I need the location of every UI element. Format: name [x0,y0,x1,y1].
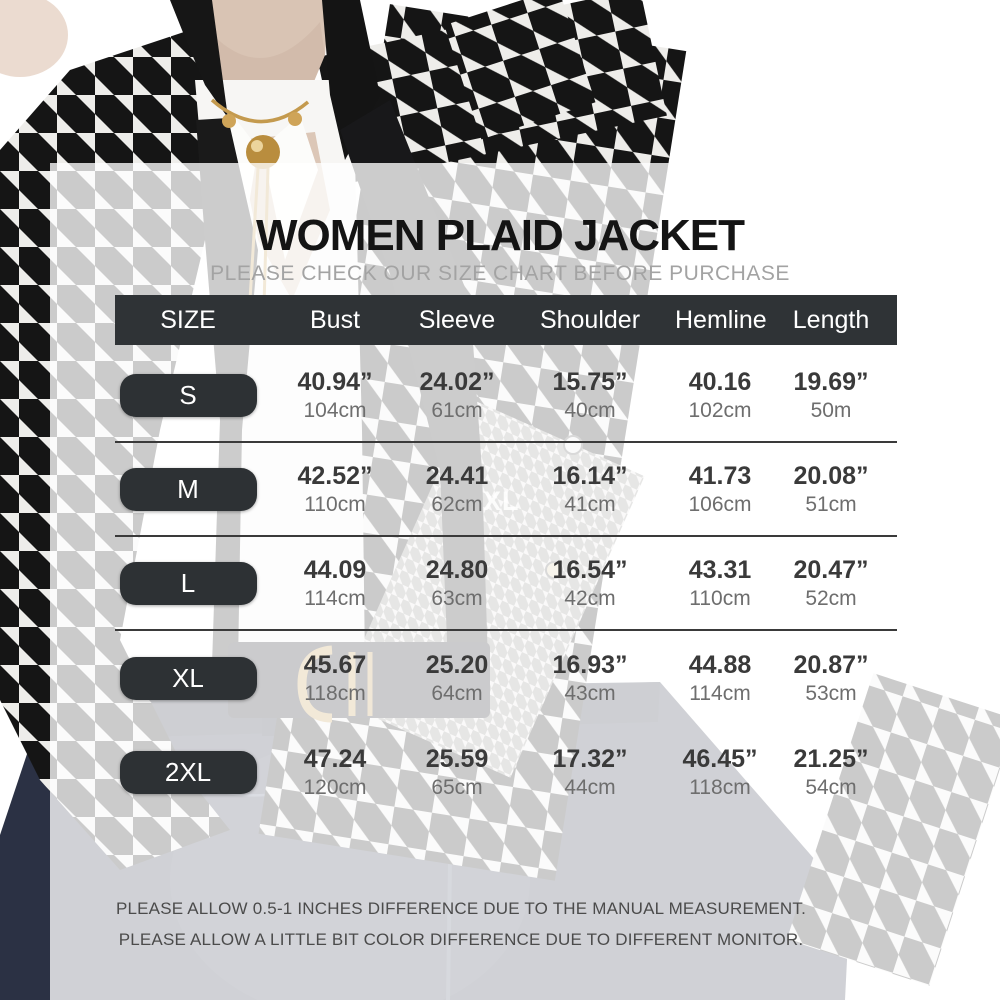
size-chart-body [115,349,897,819]
cm-value: 40cm [564,399,616,422]
inch-value: 20.87” [793,651,869,679]
length-cell [765,554,897,612]
inch-value: 43.31 [688,556,752,584]
cm-value: 41cm [564,493,616,516]
hemline-cell [675,366,765,424]
inch-value: 25.59 [425,745,489,773]
cm-value: 63cm [431,587,483,610]
cm-value: 110cm [304,493,366,516]
length-cell [765,743,897,801]
cm-value: 102cm [688,399,752,422]
bust-cell [261,743,409,801]
size-badge[interactable]: 2XL [120,751,257,794]
inch-value: 15.75” [552,368,628,396]
inch-value: 40.94” [297,368,373,396]
length-cell [765,366,897,424]
inch-value: 46.45” [682,745,758,773]
cm-value: 65cm [431,776,483,799]
bust-cell [261,649,409,707]
cm-value: 114cm [689,682,751,705]
size-cell [115,562,261,605]
cm-value: 43cm [564,682,616,705]
cm-value: 42cm [564,587,616,610]
bust-cell [261,554,409,612]
hemline-cell [675,460,765,518]
cm-value: 110cm [689,587,751,610]
table-row [115,631,897,725]
bust-cell [261,366,409,424]
inch-value: 20.47” [793,556,869,584]
cm-value: 118cm [304,682,366,705]
shoulder-cell [505,366,675,424]
column-header-bust: Bust [309,305,361,334]
sleeve-cell [409,649,505,707]
cm-value: 104cm [303,399,367,422]
size-badge[interactable]: S [120,374,257,417]
size-badge[interactable]: L [120,562,257,605]
length-cell [765,460,897,518]
inch-value: 47.24 [303,745,367,773]
shoulder-cell [505,649,675,707]
inch-value: 42.52” [297,462,373,490]
inch-value: 21.25” [793,745,869,773]
cm-value: 50m [810,399,852,422]
inch-value: 16.54” [552,556,628,584]
sleeve-cell [409,554,505,612]
cm-value: 64cm [431,682,483,705]
inch-value: 19.69” [793,368,869,396]
cm-value: 52cm [805,587,857,610]
cm-value: 44cm [564,776,616,799]
column-header-size: SIZE [160,305,216,334]
inch-value: 45.67 [303,651,367,679]
hemline-cell [675,554,765,612]
inch-value: 44.09 [303,556,367,584]
cm-value: 53cm [805,682,857,705]
cm-value: 114cm [304,587,366,610]
hemline-cell [675,649,765,707]
shoulder-cell [505,743,675,801]
size-cell [115,468,261,511]
cm-value: 51cm [805,493,857,516]
inch-value: 44.88 [688,651,752,679]
column-header-sleeve: Sleeve [418,305,496,334]
shoulder-cell [505,554,675,612]
hemline-cell [675,743,765,801]
cm-value: 61cm [431,399,483,422]
size-chart [115,295,897,819]
size-cell [115,374,261,417]
size-cell [115,657,261,700]
page-title: WOMEN PLAID JACKET [256,211,744,261]
inch-value: 24.41 [425,462,489,490]
note-color: PLEASE ALLOW A LITTLE BIT COLOR DIFFERENCE DUE TO DIFFERENT MONITOR. [118,930,804,949]
column-header-length: Length [792,305,870,334]
bust-cell [261,460,409,518]
cm-value: 54cm [805,776,857,799]
size-chart-header [115,295,897,345]
cm-value: 62cm [431,493,483,516]
length-cell [765,649,897,707]
size-badge[interactable]: XL [120,657,257,700]
cm-value: 118cm [689,776,751,799]
sleeve-cell [409,366,505,424]
inch-value: 20.08” [793,462,869,490]
inch-value: 17.32” [552,745,628,773]
sleeve-cell [409,743,505,801]
inch-value: 25.20 [425,651,489,679]
inch-value: 40.16 [688,368,752,396]
table-row [115,537,897,631]
cm-value: 106cm [688,493,752,516]
note-measurement: PLEASE ALLOW 0.5-1 INCHES DIFFERENCE DUE TO THE MANUAL MEASUREMENT. [115,899,807,918]
size-cell [115,751,261,794]
inch-value: 16.14” [552,462,628,490]
column-header-hemline: Hemline [675,305,767,334]
column-header-shoulder: Shoulder [539,305,641,334]
cm-value: 120cm [303,776,367,799]
stray-xl-watermark: XL [483,486,520,516]
table-row [115,725,897,819]
size-badge[interactable]: M [120,468,257,511]
inch-value: 24.02” [419,368,495,396]
footer-notes [0,893,922,955]
subtitle: PLEASE CHECK OUR SIZE CHART BEFORE PURCHASE [210,262,790,285]
shoulder-cell [505,460,675,518]
inch-value: 16.93” [552,651,628,679]
inch-value: 24.80 [425,556,489,584]
inch-value: 41.73 [688,462,752,490]
table-row [115,349,897,443]
